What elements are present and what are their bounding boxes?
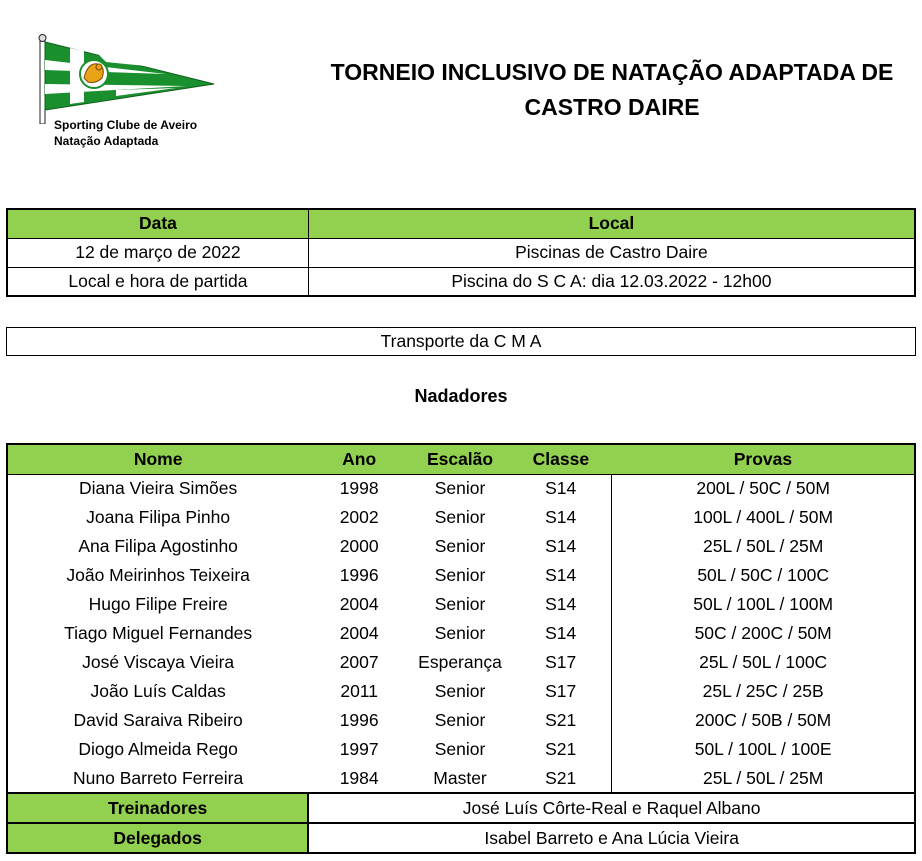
cell-escalao: Senior (434, 623, 486, 643)
cell-provas: 25L / 25C / 25B (612, 677, 915, 706)
transport-box: Transporte da C M A (6, 327, 916, 356)
table-row (7, 619, 915, 648)
cell-classe: S14 (545, 507, 577, 527)
cell-escalao: Senior (434, 594, 486, 614)
header-local: Local (308, 209, 915, 238)
col-escalao: Escalão (410, 444, 510, 474)
event-venue: Piscinas de Castro Daire (308, 238, 915, 267)
cell-ano: 1996 (339, 710, 379, 730)
cell-classe: S14 (545, 536, 577, 556)
cell-ano: 2011 (340, 681, 378, 701)
cell-classe: S17 (545, 652, 577, 672)
table-row (7, 532, 915, 561)
cell-nome: Hugo Filipe Freire (88, 594, 228, 614)
cell-nome: David Saraiva Ribeiro (73, 710, 243, 730)
cell-escalao: Senior (434, 536, 486, 556)
col-ano: Ano (308, 444, 410, 474)
cell-provas: 25L / 50L / 25M (612, 764, 915, 793)
departure-value: Piscina do S C A: dia 12.03.2022 - 12h00 (308, 267, 915, 296)
cell-nome: Joana Filipa Pinho (86, 507, 231, 527)
cell-provas: 50L / 50C / 100C (612, 561, 915, 590)
cell-ano: 2007 (339, 652, 379, 672)
club-subtitle: Natação Adaptada (54, 134, 159, 148)
event-info-table (6, 208, 916, 297)
swimmers-title: Nadadores (414, 386, 508, 406)
cell-ano: 1996 (339, 565, 379, 585)
cell-nome: José Viscaya Vieira (82, 652, 235, 672)
cell-provas: 100L / 400L / 50M (612, 503, 915, 532)
col-classe: Classe (510, 444, 612, 474)
cell-ano: 2000 (339, 536, 379, 556)
trainers-label: Treinadores (7, 793, 308, 823)
table-row (7, 503, 915, 532)
table-row (7, 474, 915, 503)
cell-nome: João Luís Caldas (90, 681, 226, 701)
table-row (7, 735, 915, 764)
event-date: 12 de março de 2022 (7, 238, 308, 267)
title-line2: CASTRO DAIRE (524, 94, 700, 120)
cell-provas: 25L / 50L / 100C (612, 648, 915, 677)
trainers-row (7, 793, 915, 823)
club-logo (36, 34, 226, 150)
cell-provas: 50L / 100L / 100M (612, 590, 915, 619)
table-row (7, 706, 915, 735)
table-row (7, 764, 915, 793)
cell-classe: S21 (545, 739, 577, 759)
swimmers-body (7, 474, 915, 793)
info-header-row (7, 209, 915, 238)
cell-nome: João Meirinhos Teixeira (66, 565, 250, 585)
cell-ano: 2002 (339, 507, 379, 527)
cell-provas: 50L / 100L / 100E (612, 735, 915, 764)
info-row-departure (7, 267, 915, 296)
cell-ano: 1998 (339, 478, 379, 499)
cell-nome: Nuno Barreto Ferreira (73, 767, 244, 788)
cell-escalao: Master (433, 767, 487, 788)
table-row (7, 677, 915, 706)
cell-nome: Ana Filipa Agostinho (78, 536, 238, 556)
cell-ano: 1984 (339, 767, 379, 788)
cell-provas: 25L / 50L / 25M (612, 532, 915, 561)
cell-classe: S14 (545, 565, 577, 585)
cell-classe: S14 (545, 623, 577, 643)
trainers-value: José Luís Côrte-Real e Raquel Albano (308, 793, 915, 823)
page-title (310, 55, 914, 125)
cell-provas: 50C / 200C / 50M (612, 619, 915, 648)
cell-ano: 2004 (339, 594, 379, 614)
delegates-label: Delegados (7, 823, 308, 853)
info-row-date (7, 238, 915, 267)
delegates-row (7, 823, 915, 853)
cell-escalao: Senior (434, 565, 486, 585)
cell-classe: S14 (545, 478, 577, 499)
cell-classe: S17 (545, 681, 577, 701)
col-nome: Nome (7, 444, 308, 474)
cell-classe: S14 (545, 594, 577, 614)
cell-classe: S21 (545, 767, 577, 788)
cell-escalao: Senior (434, 478, 486, 499)
cell-escalao: Senior (434, 710, 486, 730)
cell-ano: 2004 (339, 623, 379, 643)
cell-nome: Diogo Almeida Rego (78, 739, 238, 759)
cell-ano: 1997 (339, 739, 379, 759)
departure-label: Local e hora de partida (7, 267, 308, 296)
cell-escalao: Senior (434, 507, 486, 527)
title-line1: TORNEIO INCLUSIVO DE NATAÇÃO ADAPTADA DE (330, 59, 894, 85)
swimmers-table (6, 443, 916, 854)
table-row (7, 561, 915, 590)
swimmers-header-row (7, 444, 915, 474)
cell-escalao: Senior (434, 739, 486, 759)
cell-provas: 200C / 50B / 50M (612, 706, 915, 735)
cell-escalao: Senior (434, 681, 486, 701)
cell-escalao: Esperança (418, 652, 502, 672)
cell-nome: Diana Vieira Simões (79, 478, 238, 499)
delegates-value: Isabel Barreto e Ana Lúcia Vieira (308, 823, 915, 853)
club-name: Sporting Clube de Aveiro (54, 118, 198, 132)
table-row (7, 648, 915, 677)
header-data: Data (7, 209, 308, 238)
cell-nome: Tiago Miguel Fernandes (64, 623, 253, 643)
cell-provas: 200L / 50C / 50M (612, 474, 915, 503)
table-row (7, 590, 915, 619)
club-flag-icon (36, 34, 226, 124)
cell-classe: S21 (545, 710, 577, 730)
col-provas: Provas (612, 444, 915, 474)
